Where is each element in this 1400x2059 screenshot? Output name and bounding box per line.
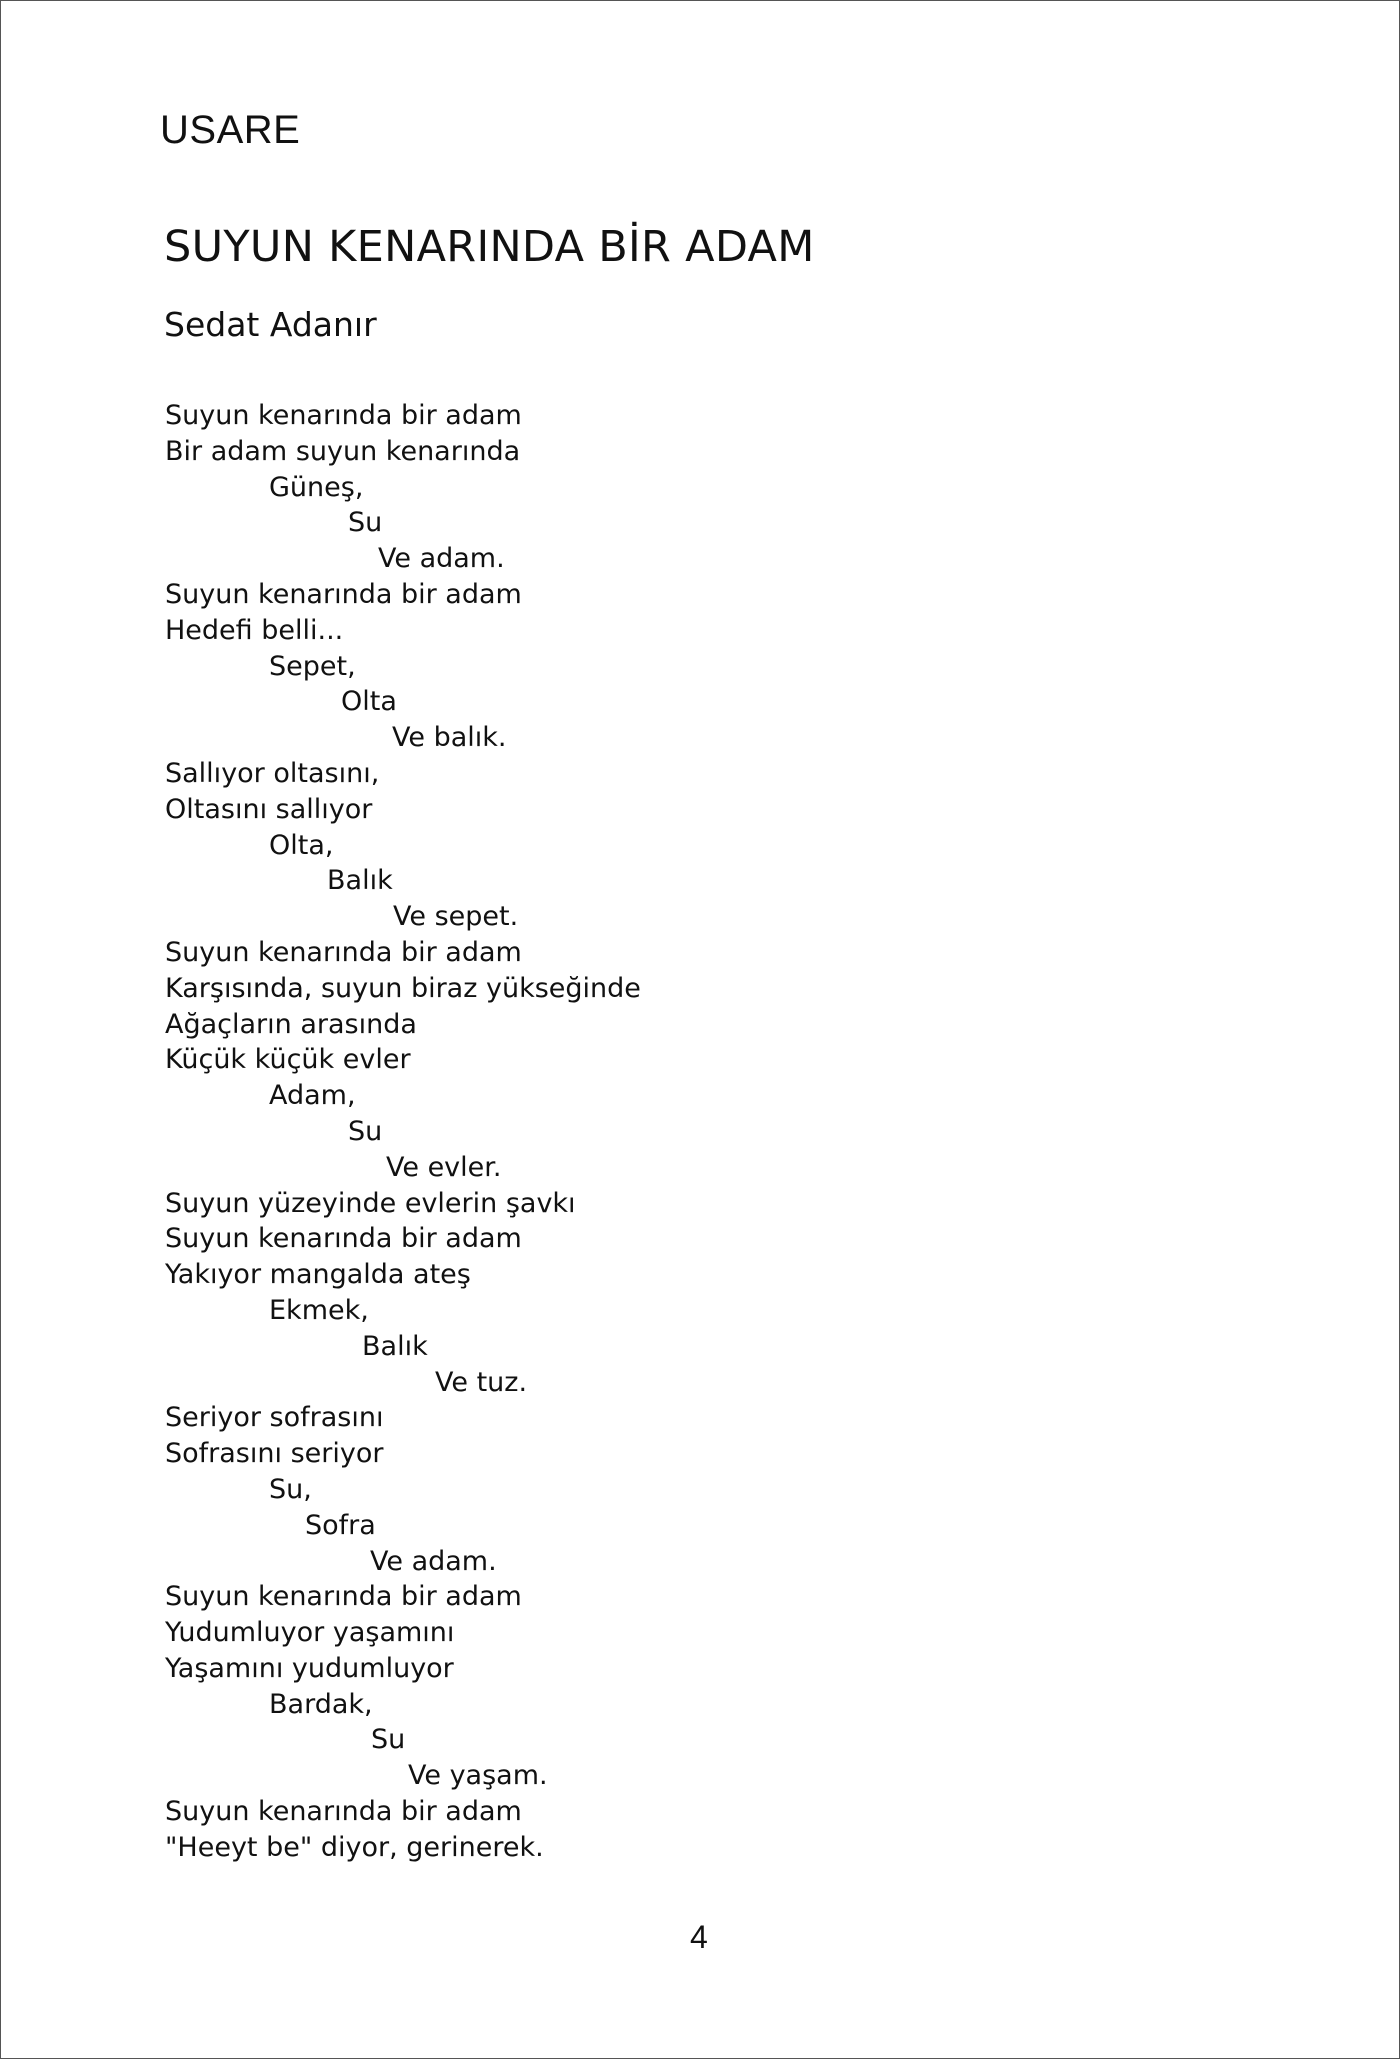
poem-line: Ekmek,	[269, 1294, 369, 1326]
poem-line: Yaşamını yudumluyor	[165, 1652, 454, 1684]
poem-line: Sallıyor oltasını,	[165, 757, 380, 789]
poem-line: Sofra	[305, 1509, 376, 1541]
poem-line: Seriyor sofrasını	[165, 1402, 384, 1434]
poem-author: Sedat Adanır	[164, 305, 377, 344]
publication-header: USARE	[160, 108, 301, 152]
poem-line: Su	[348, 507, 383, 539]
poem-line: Ve tuz.	[435, 1366, 528, 1398]
poem-line: Ve balık.	[392, 722, 507, 754]
poem-title: SUYUN KENARINDA BİR ADAM	[164, 222, 815, 272]
poem-line: Su	[371, 1724, 406, 1756]
poem-line: Ve yaşam.	[408, 1760, 548, 1792]
poem-line: Su,	[269, 1473, 312, 1505]
poem-line: Yudumluyor yaşamını	[165, 1617, 455, 1649]
poem-line: Ağaçların arasında	[165, 1008, 417, 1040]
poem-line: Ve adam.	[378, 543, 505, 575]
poem-line: Küçük küçük evler	[165, 1044, 411, 1076]
poem-body	[165, 398, 641, 1866]
poem-line: Suyun yüzeyinde evlerin şavkı	[165, 1187, 576, 1219]
poem-line: Yakıyor mangalda ateş	[165, 1259, 471, 1291]
poem-line: "Heeyt be" diyor, gerinerek.	[165, 1831, 544, 1863]
poem-line: Sepet,	[269, 650, 356, 682]
poem-line: Hedefi belli...	[165, 614, 344, 646]
poem-line: Bardak,	[269, 1688, 373, 1720]
poem-line: Olta,	[269, 829, 334, 861]
poem-line: Suyun kenarında bir adam	[165, 400, 522, 431]
poem-line: Balık	[327, 865, 393, 897]
poem-line: Oltasını sallıyor	[165, 793, 373, 825]
poem-line: Bir adam suyun kenarında	[165, 435, 521, 467]
poem-line: Suyun kenarında bir adam	[165, 1796, 522, 1828]
poem-line: Ve evler.	[386, 1151, 502, 1183]
poem-line: Olta	[341, 686, 397, 718]
poem-line: Adam,	[269, 1080, 356, 1112]
poem-line: Ve sepet.	[393, 901, 519, 933]
poem-line: Sofrasını seriyor	[165, 1438, 384, 1470]
poem-line: Suyun kenarında bir adam	[165, 1223, 522, 1255]
poem-line: Balık	[362, 1330, 428, 1362]
poem-line: Ve adam.	[370, 1545, 497, 1577]
poem-line: Karşısında, suyun biraz yükseğinde	[165, 972, 641, 1004]
poem-line: Suyun kenarında bir adam	[165, 578, 522, 610]
poem-line: Suyun kenarında bir adam	[165, 936, 522, 968]
poem-line: Su	[348, 1115, 383, 1147]
poem-line: Suyun kenarında bir adam	[165, 1581, 522, 1613]
poem-line: Güneş,	[269, 471, 364, 503]
page-number: 4	[690, 1919, 708, 1955]
